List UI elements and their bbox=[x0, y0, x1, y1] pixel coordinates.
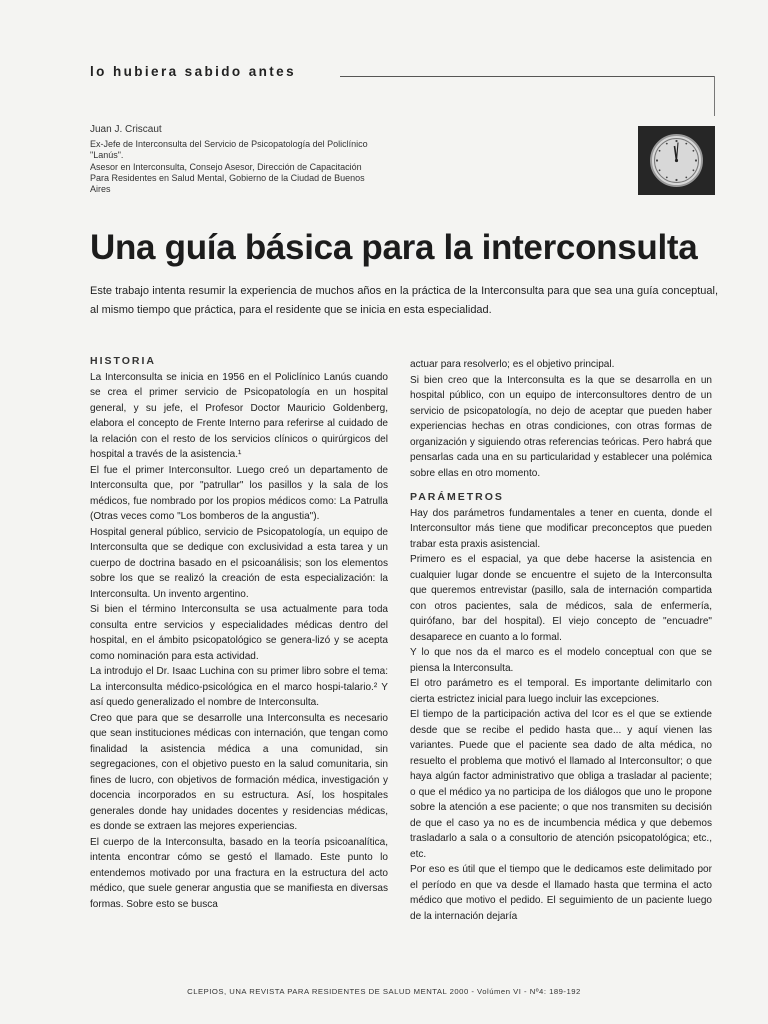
page-footer: CLEPIOS, UNA REVISTA PARA RESIDENTES DE SALUD MENTAL 2000 - Volúmen VI - Nº4: 189-192 bbox=[187, 987, 581, 996]
right-column bbox=[410, 357, 712, 924]
article-abstract: Este trabajo intenta resumir la experiencia de muchos años en la práctica de la Interconsulta para que sea una guía conceptual, al mismo tiempo que práctica, para el residente que se inicia en esta especialidad. bbox=[90, 285, 718, 316]
body-paragraph: Creo que para que se desarrolle una Interconsulta es necesario que sean instituciones médicas con internación, que tengan como finalidad la asistencia médica a una comunidad, sin segregaciones, con el objetivo puesto en la salud comunitaria, sin fines de lucro, con objetivos de formación médica, investigación y docencia incorporados en su estructura. Así, los hospitales generales donde hay unidades docentes y residencias médicas, es donde se extraen las mejores experiencias. bbox=[90, 712, 388, 832]
body-paragraph: Si bien creo que la Interconsulta es la que se desarrolla en un hospital público, con un equipo de interconsultores dentro de un servicio de psicopatología, no dejo de aceptar que pueden haber experiencias hechas en otras condiciones, con otras formas de organización y siguiendo otras referencias teóricas. Pero habrá que pensarlas cada una en su particularidad y establecer una polémica sobre ellas en otro momento. bbox=[410, 374, 712, 479]
author-affiliation-line: Asesor en Interconsulta, Consejo Asesor, Dirección de Capacitación bbox=[90, 161, 362, 172]
body-paragraph: Primero es el espacial, ya que debe hacerse la asistencia en cualquier lugar donde se encuentre el sujeto de la Interconsulta que queremos entrevistar (pasillo, sala de internación compartida con otros pacientes, sala de médicos, sala de enfermería, quirófano, bar del hospital). El viejo concepto de "encuadre" desaparece en cuanto a lo formal. bbox=[410, 554, 712, 643]
author-affiliation-line: Ex-Jefe de Interconsulta del Servicio de Psicopatología del Policlínico bbox=[90, 139, 368, 150]
section-header: lo hubiera sabido antes bbox=[90, 64, 296, 79]
author-block bbox=[90, 124, 400, 195]
header-rule bbox=[340, 76, 715, 77]
author-affiliation-line: Para Residentes en Salud Mental, Gobierno de la Ciudad de Buenos bbox=[90, 172, 365, 183]
body-paragraph: actuar para resolverlo; es el objetivo principal. bbox=[410, 359, 615, 370]
body-paragraph: El fue el primer Interconsultor. Luego creó un departamento de Interconsulta que, por "patrullar" los pasillos y la sala de los médicos, fue nombrado por los propios médicos como: La Patrulla (Otras veces como "Los bomberos de la angustia"). bbox=[90, 464, 388, 522]
body-paragraph: El cuerpo de la Interconsulta, basado en la teoría psicoanalítica, intenta encontrar cómo se gestó el llamado. Este punto lo entendemos motivado por una fractura en la estructura del acto médico, que suele generar angustia que se manifiesta en diversas formas. Sobre esto se busca bbox=[90, 836, 388, 910]
author-affiliation-line: Aires bbox=[90, 184, 111, 195]
clock-icon bbox=[638, 126, 715, 195]
body-paragraph: El otro parámetro es el temporal. Es importante delimitarlo con cierta estrictez inicial para luego incluir las excepciones. bbox=[410, 678, 712, 705]
body-paragraph: Por eso es útil que el tiempo que le dedicamos este delimitado por el período en que va desde el llamado hasta que termina el acto médico que motivo el pedido. El seguimiento de un paciente luego de la internación dejaría bbox=[410, 864, 712, 922]
section-heading-historia: HISTORIA bbox=[90, 355, 156, 367]
body-paragraph: La Interconsulta se inicia en 1956 en el Policlínico Lanús cuando se crea el primer servicio de Psicopatología en un hospital general, y su jefe, el Profesor Doctor Mauricio Goldenberg, elabora el concepto de Frente Interno para referirse al cuidado de la relación con el resto de los servicios clínicos o quirúrgicos del hospital a través de la asistencia.¹ bbox=[90, 371, 388, 460]
body-paragraph: Hospital general público, servicio de Psicopatología, un equipo de Interconsulta que se dedique con exclusividad a esta tarea y un cuerpo de doctrina basado en el psicoanálisis; son los elementos sobre los que se realizó la creación de esta especialización: la Interconsulta. Un invento argentino. bbox=[90, 526, 388, 600]
clock-hands-icon bbox=[652, 136, 701, 185]
body-paragraph: Y lo que nos da el marco es el modelo conceptual con que se piensa la Interconsulta. bbox=[410, 647, 712, 674]
body-paragraph: Si bien el término Interconsulta se usa actualmente para toda consulta entre servicios y especialidades médicas dentro del hospital, en el ámbito psicopatológico se genera-lizó y se acepta como nominación para esta actividad. bbox=[90, 604, 388, 662]
clock-face bbox=[650, 134, 703, 187]
body-paragraph: Hay dos parámetros fundamentales a tener en cuenta, donde el Interconsultor más tiene que modificar preconceptos que pueden trabar esta praxis asistencial. bbox=[410, 507, 712, 550]
author-name: Juan J. Criscaut bbox=[90, 124, 162, 135]
header-rule-vertical bbox=[714, 76, 715, 116]
author-affiliation-line: "Lanús". bbox=[90, 150, 124, 161]
article-title: Una guía básica para la interconsulta bbox=[90, 228, 698, 267]
body-paragraph: El tiempo de la participación activa del Icor es el que se extiende desde que se recibe el pedido hasta que... y aquí vienen las variantes. Puede que el paciente sea dado de alta médica, no resuelto el problema que motivó el llamado al Interconsultor; o que haya algún factor administrativo que obliga a trasladar al paciente; o que el médico ya no participa de los diálogos que uno le propone sobre la atención a ese paciente; o que nos transmiten su decisión de que el caso ya no es de incumbencia médica y que debemos trasladarlo a sala o a consultorio de atención psicopatológica; etc., etc. bbox=[410, 709, 712, 860]
section-heading-parametros: PARÁMETROS bbox=[410, 491, 504, 503]
left-column bbox=[90, 354, 388, 912]
body-paragraph: La introdujo el Dr. Isaac Luchina con su primer libro sobre el tema: La interconsulta médico-psicológica en el marco hospi-talario.² Y así quedo generalizado el nombre de Interconsulta. bbox=[90, 666, 388, 708]
